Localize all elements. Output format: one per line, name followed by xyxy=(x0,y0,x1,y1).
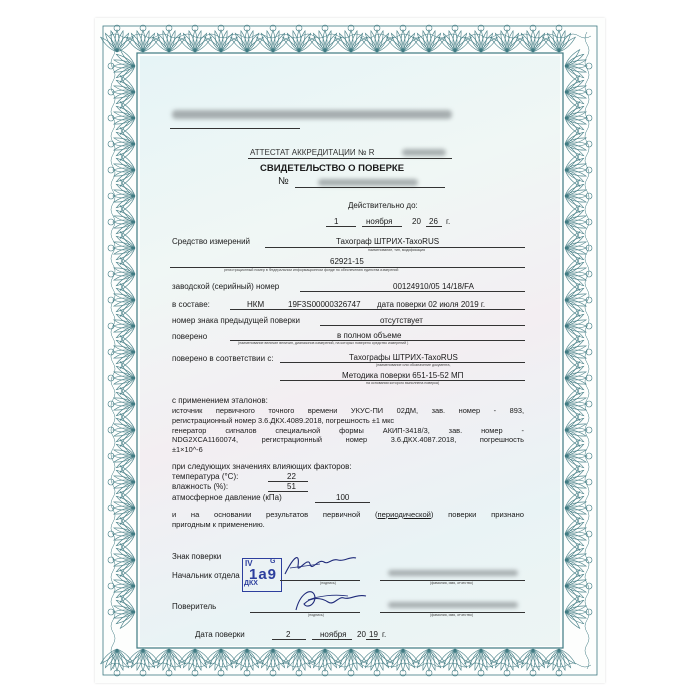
border-ornament xyxy=(333,25,368,53)
instrument-value: Тахограф ШТРИХ-TaxoRUS xyxy=(336,237,440,246)
border-ornament xyxy=(564,230,592,265)
border-ornament xyxy=(99,648,134,676)
registry-hint: регистрационный номер в Федеральном информационном фонде по обеспечению единства измерений xyxy=(224,268,399,272)
date-year-suffix: г. xyxy=(382,630,387,639)
redacted-head-name xyxy=(388,570,518,576)
date-year: 19 xyxy=(369,630,378,639)
border-ornament xyxy=(437,25,472,53)
border-ornament xyxy=(564,100,592,135)
border-ornament xyxy=(564,438,592,473)
valid-until-label: Действительно до: xyxy=(348,201,418,210)
border-ornament xyxy=(125,25,160,53)
standards-line: генератор сигналов специальной формы АКИП-3418/3, зав. номер - xyxy=(172,425,524,435)
border-ornament xyxy=(108,100,136,135)
standards-line: NDG2XCA1160074, регистрационный номер 3.6.ДКХ.4087.2018, погрешность xyxy=(172,435,524,445)
border-ornament xyxy=(177,25,212,53)
valid-year: 26 xyxy=(429,217,438,226)
border-ornament xyxy=(108,230,136,265)
date-day: 2 xyxy=(286,630,291,639)
registry-number: 62921-15 xyxy=(330,257,364,266)
border-ornament xyxy=(564,568,592,603)
humidity-value: 51 xyxy=(287,482,296,491)
border-ornament xyxy=(359,25,394,53)
prev-mark-value: отсутствует xyxy=(380,316,423,325)
composition-code: 19F3S00000326747 xyxy=(288,300,361,309)
border-ornament xyxy=(108,386,136,421)
border-ornament xyxy=(203,648,238,676)
border-ornament xyxy=(541,648,576,676)
verified-label: поверено xyxy=(172,332,208,341)
conditions-label: при следующих значениях влияющих факторов: xyxy=(172,462,352,471)
standards-line: источник первичного точного времени УКУС-ПИ 02ДМ, зав. номер - 893, xyxy=(172,406,524,415)
border-ornament xyxy=(463,648,498,676)
border-ornament xyxy=(108,48,136,83)
head-sign-hint: (подпись) xyxy=(320,581,336,585)
temperature-value: 22 xyxy=(287,472,296,481)
pressure-value: 100 xyxy=(336,493,350,502)
border-ornament xyxy=(564,48,592,83)
humidity-label: влажность (%): xyxy=(172,482,229,491)
according-line2: Методика поверки 651-15-52 МП xyxy=(342,371,464,380)
border-ornament xyxy=(108,308,136,343)
border-wave xyxy=(585,32,589,669)
border-ornament xyxy=(108,594,136,629)
redacted-accreditation-number xyxy=(402,149,446,156)
verified-hint: (наименование величин величин, диапазонов измерений, на которых поверено средство измерений ) xyxy=(238,341,409,345)
according-label: поверено в соответствии с: xyxy=(172,354,274,363)
instrument-hint: наименование, тип, модификация xyxy=(368,248,426,252)
page-title: СВИДЕТЕЛЬСТВО О ПОВЕРКЕ xyxy=(260,163,405,174)
border-ornament xyxy=(108,412,136,447)
mark-label: Знак поверки xyxy=(172,552,222,561)
border-ornament xyxy=(463,25,498,53)
verifier-label: Поверитель xyxy=(172,602,217,611)
border-ornament xyxy=(385,648,420,676)
border-ornament xyxy=(564,412,592,447)
standards-line: регистрационный номер 3.6.ДКХ.4089.2018, погрешность ±1 мкс xyxy=(172,415,395,425)
border-ornament xyxy=(564,464,592,499)
border-ornament xyxy=(333,648,368,676)
standards-label: с применением эталонов: xyxy=(172,396,268,405)
border-ornament xyxy=(515,25,550,53)
border-ornament xyxy=(108,464,136,499)
border-ornament xyxy=(108,256,136,291)
composition-label: в составе: xyxy=(172,300,210,309)
composition-nkm: НКМ xyxy=(247,300,265,309)
border-ornament xyxy=(99,25,134,53)
pressure-label: атмосферное давление (кПа) xyxy=(172,493,282,502)
border-ornament xyxy=(541,25,576,53)
composition-date: дата поверки 02 июля 2019 г. xyxy=(377,300,486,309)
border-ornament xyxy=(564,178,592,213)
border-ornament xyxy=(125,648,160,676)
according-hint2: на основании которого выполнена поверка) xyxy=(366,381,440,385)
verification-stamp: IV G 1a9 ДКХ xyxy=(242,558,282,592)
border-ornament xyxy=(564,204,592,239)
according-line1: Тахографы ШТРИХ-TaxoRUS xyxy=(349,353,458,362)
border-ornament xyxy=(281,25,316,53)
border-ornament xyxy=(385,25,420,53)
border-ornament xyxy=(177,648,212,676)
border-ornament xyxy=(108,178,136,213)
instrument-label: Средство измерений xyxy=(172,237,251,246)
border-ornament xyxy=(411,25,446,53)
border-ornament xyxy=(229,648,264,676)
certificate-sheet xyxy=(95,18,605,683)
border-ornament xyxy=(437,648,472,676)
valid-year-prefix: 20 xyxy=(412,217,421,226)
prev-mark-label: номер знака предыдущей поверки xyxy=(172,316,300,325)
head-signature xyxy=(280,550,360,580)
date-month: ноября xyxy=(320,630,347,639)
verifier-signature xyxy=(288,584,368,616)
standards-text xyxy=(172,406,524,455)
border-ornament xyxy=(108,204,136,239)
border-ornament xyxy=(203,25,238,53)
certificate-body xyxy=(140,56,560,646)
border-ornament xyxy=(564,386,592,421)
border-ornament xyxy=(229,25,264,53)
border-ornament xyxy=(515,648,550,676)
border-ornament xyxy=(151,648,186,676)
border-ornament xyxy=(255,25,290,53)
redacted-certificate-number xyxy=(318,179,418,186)
conclusion-line2: пригодным к применению. xyxy=(172,520,265,529)
head-label: Начальник отдела xyxy=(172,571,240,580)
redacted-verifier-name xyxy=(388,602,518,608)
border-ornament xyxy=(151,25,186,53)
date-label: Дата поверки xyxy=(195,630,245,639)
verifier-name-hint: (фамилия, имя, отчество) xyxy=(430,613,474,617)
border-ornament xyxy=(307,648,342,676)
border-ornament xyxy=(411,648,446,676)
valid-year-suffix: г. xyxy=(446,217,451,226)
valid-day: 1 xyxy=(334,217,339,226)
redacted-organization xyxy=(172,110,452,119)
border-ornament xyxy=(564,152,592,187)
border-ornament xyxy=(108,568,136,603)
date-year-prefix: 20 xyxy=(357,630,366,639)
border-ornament xyxy=(108,516,136,551)
border-ornament xyxy=(489,648,524,676)
border-ornament xyxy=(489,25,524,53)
verifier-sign-hint: (подпись) xyxy=(308,613,324,617)
border-ornament xyxy=(564,308,592,343)
number-label: № xyxy=(278,176,289,187)
border-ornament xyxy=(564,360,592,395)
head-name-hint: (фамилия, имя, отчество) xyxy=(430,581,474,585)
serial-value: 00124910/05 14/18/FA xyxy=(393,282,474,291)
border-ornament xyxy=(359,648,394,676)
according-hint1: (наименование или обозначение документа, xyxy=(376,363,451,367)
border-ornament xyxy=(255,648,290,676)
conclusion-line1: и на основании результатов первичной (периодической) поверки признано xyxy=(172,510,525,519)
valid-month: ноября xyxy=(366,217,393,226)
border-ornament xyxy=(281,648,316,676)
border-ornament xyxy=(564,516,592,551)
org-underline xyxy=(170,128,300,129)
verified-value: в полном объеме xyxy=(337,331,402,340)
border-ornament xyxy=(307,25,342,53)
border-ornament xyxy=(108,360,136,395)
standards-line: ±1×10^-6 xyxy=(172,445,203,455)
border-ornament xyxy=(108,152,136,187)
border-ornament xyxy=(108,438,136,473)
border-ornament xyxy=(564,256,592,291)
serial-label: заводской (серийный) номер xyxy=(172,282,280,291)
border-ornament xyxy=(564,594,592,629)
border-wave xyxy=(111,32,115,669)
accreditation-label: АТТЕСТАТ АККРЕДИТАЦИИ № R xyxy=(250,148,375,157)
temperature-label: температура (°C): xyxy=(172,472,239,481)
